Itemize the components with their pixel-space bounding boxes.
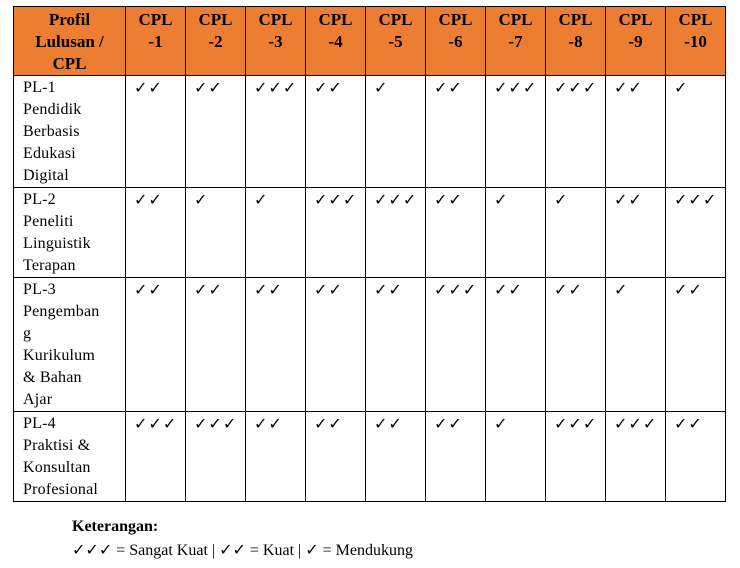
header-text: CPL <box>498 10 533 29</box>
header-text: -2 <box>208 32 223 51</box>
check-cell: ✓ <box>606 278 666 412</box>
check-cell: ✓✓ <box>126 188 186 278</box>
check-cell: ✓ <box>186 188 246 278</box>
header-text: CPL <box>138 10 173 29</box>
check-cell: ✓✓✓ <box>666 188 726 278</box>
header-cpl-4 <box>306 7 366 76</box>
table-row <box>14 412 726 502</box>
header-cpl-2 <box>186 7 246 76</box>
header-text: CPL <box>558 10 593 29</box>
legend-title: Keterangan: <box>72 518 159 535</box>
header-text: -5 <box>388 32 403 51</box>
check-cell: ✓ <box>486 188 546 278</box>
profile-line: Berbasis <box>23 123 80 140</box>
header-cpl-5 <box>366 7 426 76</box>
check-cell: ✓✓✓ <box>546 412 606 502</box>
header-cpl-3 <box>246 7 306 76</box>
header-text: -3 <box>268 32 283 51</box>
profile-line: Terapan <box>23 257 76 274</box>
check-cell: ✓✓ <box>246 278 306 412</box>
profile-line: & Bahan <box>23 369 82 386</box>
check-cell: ✓✓✓ <box>306 188 366 278</box>
table-row <box>14 278 726 412</box>
table-row <box>14 76 726 188</box>
profile-line: Konsultan <box>23 459 91 476</box>
header-cpl-6 <box>426 7 486 76</box>
profile-line: PL-3 <box>23 281 56 298</box>
profile-line: Praktisi & <box>23 437 91 454</box>
check-cell: ✓✓ <box>126 278 186 412</box>
check-cell: ✓ <box>366 76 426 188</box>
header-cpl-10 <box>666 7 726 76</box>
check-cell: ✓✓ <box>306 278 366 412</box>
check-cell: ✓✓ <box>426 76 486 188</box>
check-cell: ✓✓ <box>426 412 486 502</box>
header-text: -9 <box>628 32 643 51</box>
check-cell: ✓✓✓ <box>426 278 486 412</box>
header-text: CPL <box>618 10 653 29</box>
profile-line: PL-1 <box>23 79 56 96</box>
header-text: -7 <box>508 32 523 51</box>
check-cell: ✓✓✓ <box>366 188 426 278</box>
profile-line: Pengemban <box>23 303 100 320</box>
header-text: CPL <box>678 10 713 29</box>
profile-cell <box>14 188 126 278</box>
check-cell: ✓✓ <box>606 188 666 278</box>
check-cell: ✓✓ <box>666 412 726 502</box>
profile-line: PL-4 <box>23 415 56 432</box>
table-row <box>14 188 726 278</box>
check-cell: ✓✓ <box>366 412 426 502</box>
check-cell: ✓✓ <box>666 278 726 412</box>
header-cpl-8 <box>546 7 606 76</box>
header-text: -6 <box>448 32 463 51</box>
check-cell: ✓ <box>486 412 546 502</box>
check-cell: ✓✓ <box>126 76 186 188</box>
profile-line: Pendidik <box>23 101 82 118</box>
check-cell: ✓✓✓ <box>486 76 546 188</box>
check-cell: ✓✓ <box>186 76 246 188</box>
header-text: -8 <box>568 32 583 51</box>
header-text: CPL <box>378 10 413 29</box>
check-cell: ✓✓ <box>606 76 666 188</box>
header-profil-lulusan <box>14 7 126 76</box>
check-cell: ✓ <box>666 76 726 188</box>
check-cell: ✓ <box>246 188 306 278</box>
check-cell: ✓✓✓ <box>246 76 306 188</box>
profile-line: Digital <box>23 167 69 184</box>
check-cell: ✓✓✓ <box>606 412 666 502</box>
profile-cell <box>14 278 126 412</box>
profile-line: Peneliti <box>23 213 74 230</box>
header-text: CPL <box>52 54 87 73</box>
check-cell: ✓✓ <box>306 412 366 502</box>
legend-text: ✓✓✓ = Sangat Kuat | ✓✓ = Kuat | ✓ = Mendukung <box>72 542 413 559</box>
check-cell: ✓✓✓ <box>546 76 606 188</box>
header-text: CPL <box>198 10 233 29</box>
check-cell: ✓✓ <box>306 76 366 188</box>
profile-line: Kurikulum <box>23 347 96 364</box>
header-text: Profil <box>48 10 91 29</box>
header-text: CPL <box>318 10 353 29</box>
legend <box>72 515 413 563</box>
check-cell: ✓✓ <box>486 278 546 412</box>
cpl-profile-matrix <box>13 6 726 502</box>
header-text: -1 <box>148 32 163 51</box>
header-text: -4 <box>328 32 343 51</box>
header-text: Lulusan / <box>35 32 104 51</box>
check-cell: ✓✓ <box>426 188 486 278</box>
check-cell: ✓✓ <box>546 278 606 412</box>
header-text: CPL <box>258 10 293 29</box>
header-cpl-7 <box>486 7 546 76</box>
check-cell: ✓✓✓ <box>186 412 246 502</box>
profile-line: PL-2 <box>23 191 56 208</box>
profile-line: Ajar <box>23 391 53 408</box>
check-cell: ✓ <box>546 188 606 278</box>
check-cell: ✓✓ <box>366 278 426 412</box>
header-text: CPL <box>438 10 473 29</box>
check-cell: ✓✓ <box>246 412 306 502</box>
header-text: -10 <box>684 32 707 51</box>
profile-line: Edukasi <box>23 145 76 162</box>
check-cell: ✓✓ <box>186 278 246 412</box>
profile-cell <box>14 412 126 502</box>
check-cell: ✓✓✓ <box>126 412 186 502</box>
header-cpl-9 <box>606 7 666 76</box>
profile-cell <box>14 76 126 188</box>
profile-line: Profesional <box>23 481 99 498</box>
header-cpl-1 <box>126 7 186 76</box>
header-row <box>14 7 726 76</box>
profile-line: g <box>23 325 32 342</box>
profile-line: Linguistik <box>23 235 91 252</box>
